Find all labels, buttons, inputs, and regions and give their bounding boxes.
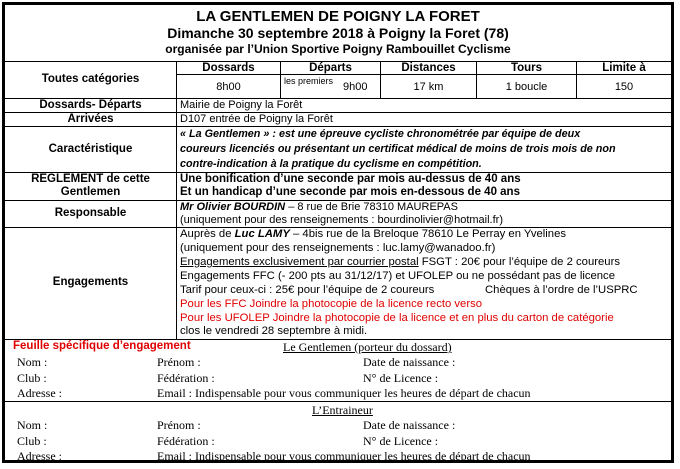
caracteristique-line-1: « La Gentlemen » : est une épreuve cycliste chronométrée par équipe de deux <box>180 128 581 140</box>
form-club-label[interactable]: Club : <box>17 371 47 385</box>
grid-line <box>5 401 671 402</box>
engagements-contact-name: Luc LAMY <box>234 228 290 240</box>
caracteristique-line-3: contre-indication à la pratique du cyclisme en compétition. <box>180 158 482 170</box>
form-federation-label[interactable]: Fédération : <box>157 371 215 385</box>
label-engagements: Engagements <box>52 276 129 288</box>
value-dossards-departs: Mairie de Poigny la Forêt <box>180 99 303 111</box>
engagements-line-3 <box>180 256 620 268</box>
header-departs: Départs <box>309 62 352 74</box>
form-section-entraineur: L’Entraineur <box>312 403 373 417</box>
engagements-deadline: clos le vendredi 28 septembre à midi. <box>180 325 368 337</box>
value-tours: 1 boucle <box>505 81 548 93</box>
label-caracteristique: Caractéristique <box>48 143 133 155</box>
reglement-line-2: Et un handicap d’une seconde par mois en-dessous de 40 ans <box>180 186 520 198</box>
form-title: Feuille spécifique d’engagement <box>13 340 191 352</box>
form-email-label[interactable]: Email : Indispensable pour vous communiquer les heures de départ de chacun <box>157 386 531 400</box>
responsable-address: – 8 rue de Brie 78310 MAUREPAS <box>285 201 458 213</box>
document-frame <box>2 2 674 463</box>
responsable-line-2: (uniquement pour des renseignements : bourdinolivier@hotmail.fr) <box>180 214 503 226</box>
header-limite: Limite à <box>602 62 646 74</box>
responsable-line-1 <box>180 201 458 213</box>
header-tours: Tours <box>510 62 543 74</box>
reglement-line-1: Une bonification d’une seconde par mois au-dessus de 40 ans <box>180 173 521 185</box>
label-arrivees: Arrivées <box>67 113 114 125</box>
form-nom-label-2[interactable]: Nom : <box>17 418 48 432</box>
form-prenom-label-2[interactable]: Prénom : <box>157 418 201 432</box>
form-licence-label-2[interactable]: N° de Licence : <box>363 434 439 448</box>
form-club-label-2[interactable]: Club : <box>17 434 47 448</box>
engagements-line-4: Engagements FFC (- 200 pts au 31/12/17) et UFOLEP ou ne possédant pas de licence <box>180 270 615 282</box>
form-federation-label-2[interactable]: Fédération : <box>157 434 215 448</box>
engagements-fsgt: FSGT : 20€ pour l’équipe de 2 coureurs <box>418 256 620 268</box>
responsable-name: Mr Olivier BOURDIN <box>180 201 286 213</box>
engagements-line-5b: Chèques à l’ordre de l’USPRC <box>485 284 638 296</box>
grid-line <box>176 61 177 339</box>
engagements-line-5a: Tarif pour ceux-ci : 25€ pour l’équipe de 2 coureurs <box>180 284 435 296</box>
label-reglement-1: REGLEMENT de cette <box>31 173 150 185</box>
engagements-postal-only: Engagements exclusivement par courrier postal <box>180 256 419 268</box>
engagements-ufolep-note: Pour les UFOLEP Joindre la photocopie de la licence et en plus du carton de catégorie <box>180 312 614 324</box>
form-section-gentlemen: Le Gentlemen (porteur du dossard) <box>283 340 452 354</box>
form-adresse-label-2[interactable]: Adresse : <box>17 449 62 463</box>
caracteristique-line-2: coureurs licenciés ou présentant un certificat médical de moins de trois mois de non <box>180 143 616 155</box>
header-dossards: Dossards <box>202 62 255 74</box>
form-adresse-label[interactable]: Adresse : <box>17 386 62 400</box>
value-departs: 9h00 <box>343 81 368 93</box>
label-reglement-2: Gentlemen <box>60 186 121 198</box>
grid-line <box>5 126 671 127</box>
form-nom-label[interactable]: Nom : <box>17 355 48 369</box>
engagements-line-1 <box>180 228 566 240</box>
event-organizer: organisée par l’Union Sportive Poigny Rambouillet Cyclisme <box>165 42 511 56</box>
event-date: Dimanche 30 septembre 2018 à Poigny la Foret (78) <box>167 25 509 41</box>
engagements-line-2: (uniquement pour des renseignements : luc.lamy@wanadoo.fr) <box>180 242 496 254</box>
value-arrivees: D107 entrée de Poigny la Forêt <box>180 113 333 125</box>
form-email-label-2[interactable]: Email : Indispensable pour vous communiquer les heures de départ de chacun <box>157 449 531 463</box>
label-responsable: Responsable <box>54 207 127 219</box>
form-date-naissance-label[interactable]: Date de naissance : <box>363 355 456 369</box>
form-date-naissance-label-2[interactable]: Date de naissance : <box>363 418 456 432</box>
engagements-contact-address: – 4bis rue de la Breloque 78610 Le Perray en Yvelines <box>289 228 567 240</box>
value-departs-note: les premiers <box>284 76 334 86</box>
header-distances: Distances <box>401 62 456 74</box>
label-toutes-categories: Toutes catégories <box>41 73 140 85</box>
value-distances: 17 km <box>413 81 444 93</box>
event-title: LA GENTLEMEN DE POIGNY LA FORET <box>196 8 480 25</box>
grid-line <box>177 74 671 75</box>
engagements-line-1-pre: Auprès de <box>180 228 235 240</box>
value-limite: 150 <box>614 81 634 93</box>
form-licence-label[interactable]: N° de Licence : <box>363 371 439 385</box>
engagements-ffc-note: Pour les FFC Joindre la photocopie de la licence recto verso <box>180 298 483 310</box>
label-dossards-departs: Dossards- Départs <box>39 99 142 111</box>
form-prenom-label[interactable]: Prénom : <box>157 355 201 369</box>
value-dossards: 8h00 <box>216 81 241 93</box>
